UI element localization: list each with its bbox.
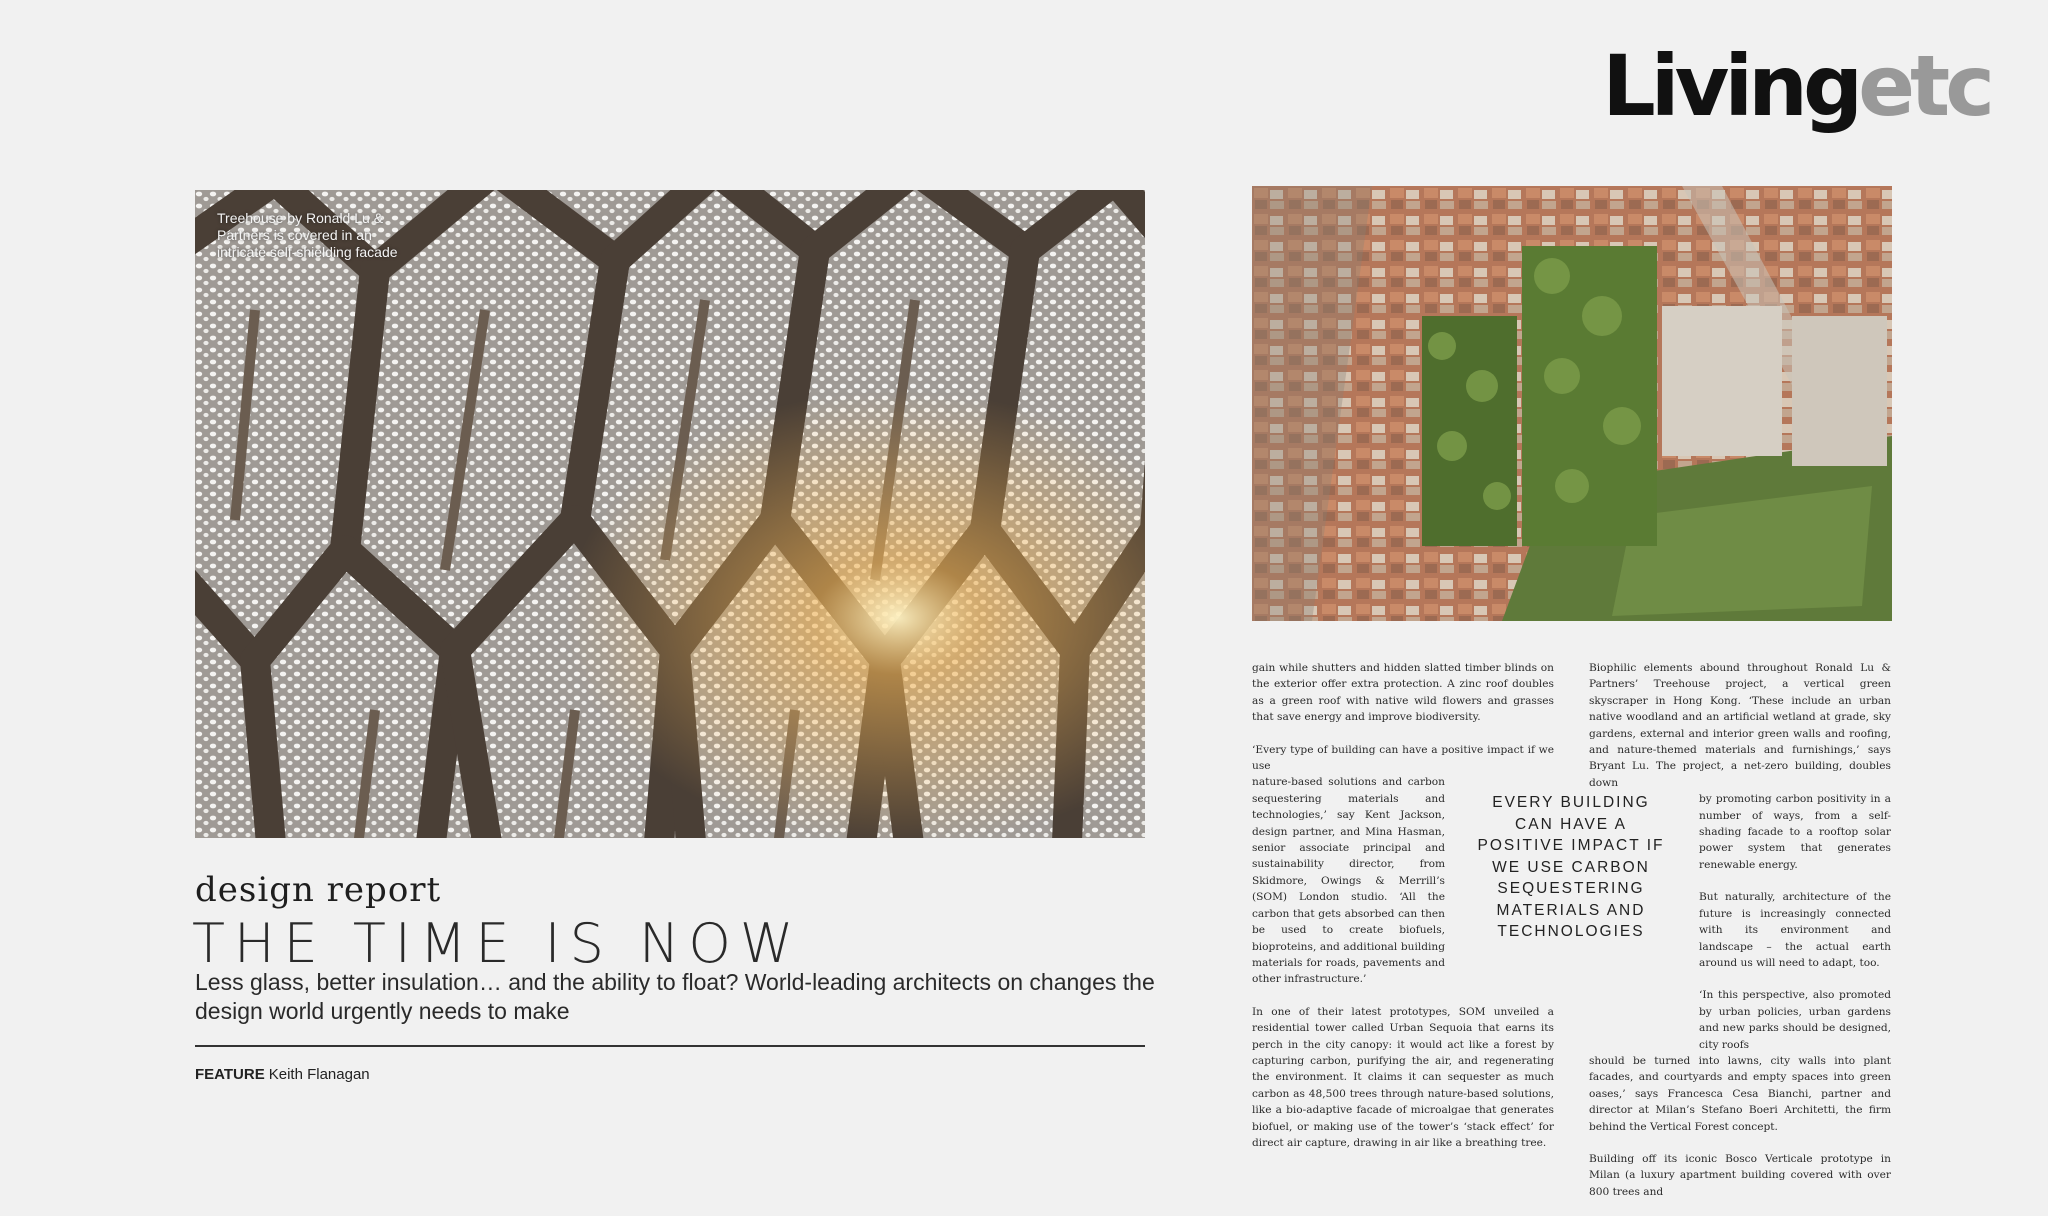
- divider-rule: [195, 1045, 1145, 1047]
- byline-author: Keith Flanagan: [268, 1066, 370, 1083]
- aerial-city-graphic: [1252, 186, 1892, 621]
- photo-caption: Treehouse by Ronald Lu & Partners is covered in an intricate self-shielding facade: [217, 210, 398, 260]
- body-text-indented: ‘In this perspective, also promoted by urban policies, urban gardens and new parks should be designed, city roofs: [1699, 989, 1891, 1051]
- body-column-right: [1589, 660, 1891, 1216]
- livingetc-logo: [1602, 37, 1990, 135]
- body-paragraph: But naturally, architecture of the future is increasingly connected with its environment and landscape – the actual earth around us will need to adapt, too.: [1699, 891, 1891, 969]
- byline-label: FEATURE: [195, 1066, 265, 1083]
- section-kicker: design report: [195, 870, 442, 910]
- body-paragraph: Building off its iconic Bosco Verticale prototype in Milan (a luxury apartment building covered with over 800 trees and: [1589, 1152, 1891, 1198]
- byline: [195, 1066, 370, 1083]
- logo-etc: etc: [1858, 37, 1990, 135]
- pull-quote: EVERY BUILDING CAN HAVE A POSITIVE IMPACT IF WE USE CARBON SEQUESTERING MATERIALS AND TECHNOLOGIES: [1477, 794, 1665, 940]
- body-text-indented: by promoting carbon positivity in a number of ways, from a self-shading facade to a rooftop solar power system that generates renewable energy.: [1699, 793, 1891, 871]
- body-paragraph: In one of their latest prototypes, SOM unveiled a residential tower called Urban Sequoia that earns its perch in the city canopy: it would act like a forest by capturing carbon, purifying the air, and regenerating the environment. It claims it can sequester as much carbon as 48,500 trees through nature-based solutions, like a bio-adaptive facade of microalgae that generates biofuel, or making use of the tower’s ‘stack effect’ for direct air capture, drawing in air like a breathing tree.: [1252, 1005, 1554, 1149]
- facade-lattice-graphic: [195, 190, 1145, 838]
- article-headline: THE TIME IS NOW: [192, 912, 803, 975]
- body-paragraph: [1589, 987, 1891, 1135]
- hero-photo-facade: [195, 190, 1145, 838]
- body-text-narrow: nature-based solutions and carbon sequestering materials and technologies,’ say Kent Jackson, design partner, and Mina Hasman, senior associate principal and sustainability director, from Skidmore, Owings & Merrill’s (SOM) London studio. ‘All the carbon that gets absorbed can then be used to create biofuels, bioproteins, and additional building materials for roads, pavements and other infrastructure.’: [1252, 776, 1445, 986]
- body-paragraph: gain while shutters and hidden slatted timber blinds on the exterior offer extra protection. A zinc roof doubles as a green roof with native wild flowers and grasses that save energy and improve biodiversity.: [1252, 662, 1554, 724]
- body-text-full: should be turned into lawns, city walls into plant facades, and courtyards and empty spaces into green oases,’ says Francesca Cesa Bianchi, partner and director at Milan’s Stefano Boeri Architetti, the firm behind the Vertical Forest concept.: [1589, 1054, 1891, 1133]
- body-text-full: ‘Every type of building can have a positive impact if we use: [1252, 743, 1554, 773]
- body-paragraph: [1589, 660, 1891, 873]
- aerial-photo-vertical-forest: [1252, 186, 1892, 621]
- body-text-full: Biophilic elements abound throughout Ronald Lu & Partners’ Treehouse project, a vertical green skyscraper in Hong Kong. ‘These include an urban native woodland and an artificial wetland at grade, sky gardens, external and interior green walls and roofing, and nature-themed materials and furnishings,’ says Bryant Lu. The project, a net-zero building, doubles down: [1589, 662, 1891, 789]
- logo-living: Living: [1602, 37, 1859, 135]
- article-standfirst: Less glass, better insulation… and the ability to float? World-leading architects on changes the design world urgently needs to make: [195, 969, 1155, 1024]
